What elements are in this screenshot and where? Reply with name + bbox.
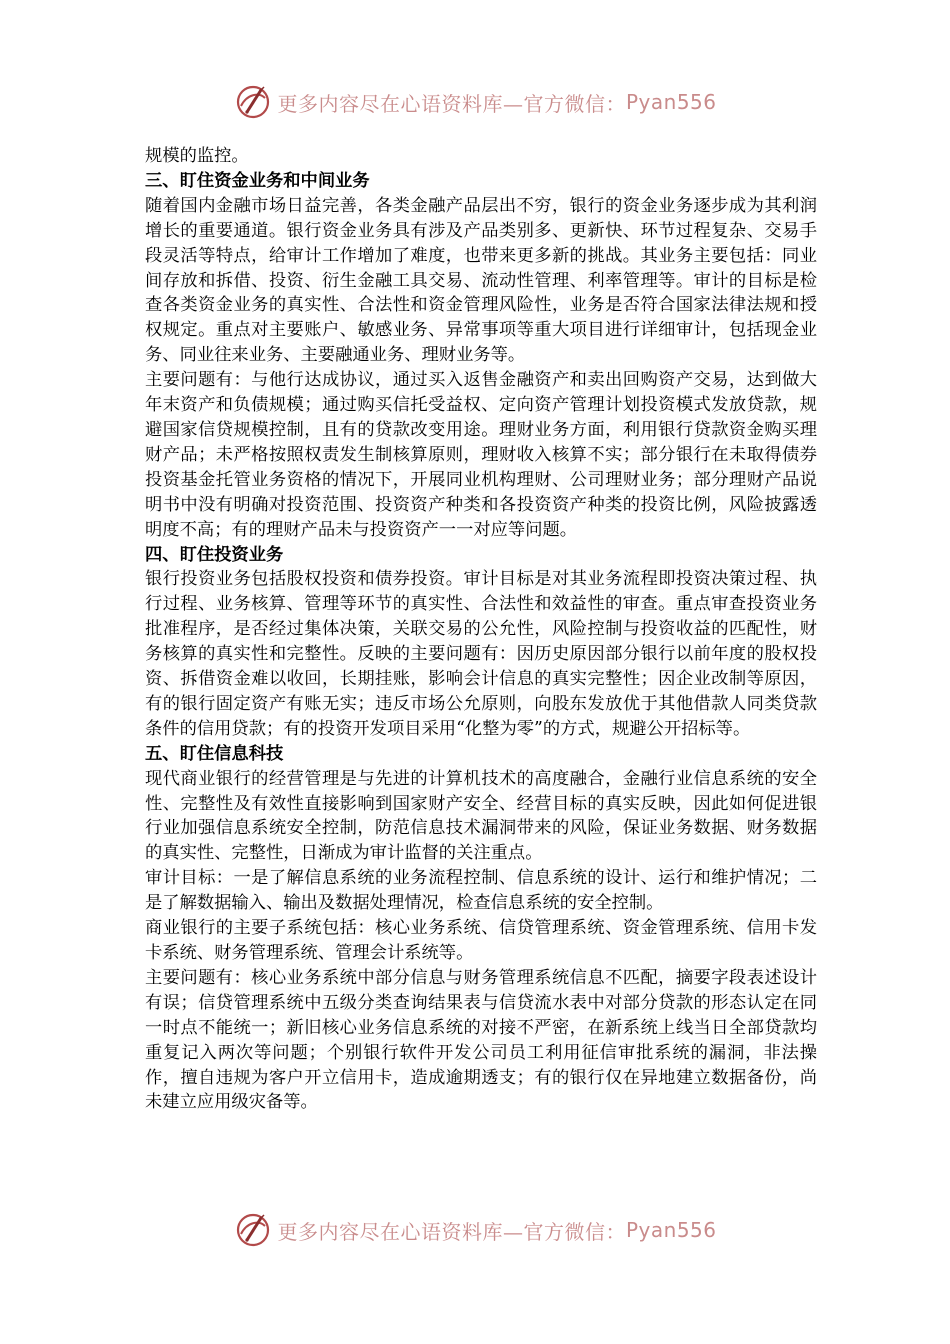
header-banner-id: Pyan556 xyxy=(625,90,717,114)
section-5-paragraph-1: 现代商业银行的经营管理是与先进的计算机技术的高度融合，金融行业信息系统的安全性、完整性及有效性直接影响到国家财产安全、经营目标的真实反映，因此如何促进银行业加强信息系统安全控制，防范信息技术漏洞带来的风险，保证业务数据、财务数据的真实性、完整性，日渐成为审计监督的关注重点。 xyxy=(145,768,817,864)
section-3-paragraph-1: 随着国内金融市场日益完善，各类金融产品层出不穷，银行的资金业务逐步成为其利润增长的重要通道。银行资金业务具有涉及产品类别多、更新快、环节过程复杂、交易手段灵活等特点，给审计工作增加了难度，也带来更多新的挑战。其业务主要包括：同业间存放和拆借、投资、衍生金融工具交易、流动性管理、利率管理等。审计的目标是检查各类资金业务的真实性、合法性和资金管理风险性，业务是否符合国家法律法规和授权规定。重点对主要账户、敏感业务、异常事项等重大项目进行详细审计，包括现金业务、同业往来业务、主要融通业务、理财业务等。 xyxy=(145,195,817,366)
pen-swirl-logo-icon xyxy=(233,82,273,122)
section-4-heading: 四、盯住投资业务 xyxy=(145,544,284,565)
section-5-paragraph-4: 主要问题有：核心业务系统中部分信息与财务管理系统信息不匹配，摘要字段表述设计有误；信贷管理系统中五级分类查询结果表与信贷流水表中对部分贷款的形态认定在同一时点不能统一；新旧核心业务信息系统的对接不严密，在新系统上线当日全部贷款均重复记入两次等问题；个别银行软件开发公司员工利用征信审批系统的漏洞，非法操作，擅自违规为客户开立信用卡，造成逾期透支；有的银行仅在异地建立数据备份，尚未建立应用级灾备等。 xyxy=(145,967,817,1113)
footer-banner xyxy=(0,1208,950,1252)
header-banner xyxy=(0,80,950,124)
document-body xyxy=(145,144,817,1115)
section-4-paragraph-1: 银行投资业务包括股权投资和债券投资。审计目标是对其业务流程即投资决策过程、执行过程、业务核算、管理等环节的真实性、合法性和效益性的审查。重点审查投资业务批准程序，是否经过集体决策，关联交易的公允性，风险控制与投资收益的匹配性，财务核算的真实性和完整性。反映的主要问题有：因历史原因部分银行以前年度的股权投资、拆借资金难以收回，长期挂账，影响会计信息的真实完整性；因企业改制等原因，有的银行固定资产有账无实；违反市场公允原则，向股东发放优于其他借款人同类贷款条件的信用贷款；有的投资开发项目采用“化整为零”的方式，规避公开招标等。 xyxy=(145,569,817,739)
section-3-heading: 三、盯住资金业务和中间业务 xyxy=(145,170,370,191)
section-5-paragraph-2: 审计目标：一是了解信息系统的业务流程控制、信息系统的设计、运行和维护情况；二是了解数据输入、输出及数据处理情况，检查信息系统的安全控制。 xyxy=(145,868,817,914)
header-banner-text: 更多内容尽在心语资料库—官方微信： xyxy=(277,91,626,116)
section-3-paragraph-2: 主要问题有：与他行达成协议，通过买入返售金融资产和卖出回购资产交易，达到做大年末资产和负债规模；通过购买信托受益权、定向资产管理计划投资模式发放贷款，规避国家信贷规模控制，且有的贷款改变用途。理财业务方面，利用银行贷款资金购买理财产品；未严格按照权责发生制核算原则，理财收入核算不实；部分银行在未取得债券投资基金托管业务资格的情况下，开展同业机构理财、公司理财业务；部分理财产品说明书中没有明确对投资范围、投资资产种类和各投资资产种类的投资比例，风险披露透明度不高；有的理财产品未与投资资产一一对应等问题。 xyxy=(145,370,817,540)
footer-banner-text: 更多内容尽在心语资料库—官方微信： xyxy=(277,1219,626,1244)
intro-line: 规模的监控。 xyxy=(145,146,249,166)
section-5-heading: 五、盯住信息科技 xyxy=(145,743,284,764)
section-5-paragraph-3: 商业银行的主要子系统包括：核心业务系统、信贷管理系统、资金管理系统、信用卡发卡系统、财务管理系统、管理会计系统等。 xyxy=(145,918,817,963)
footer-banner-id: Pyan556 xyxy=(625,1218,717,1242)
pen-swirl-logo-icon xyxy=(233,1210,273,1250)
